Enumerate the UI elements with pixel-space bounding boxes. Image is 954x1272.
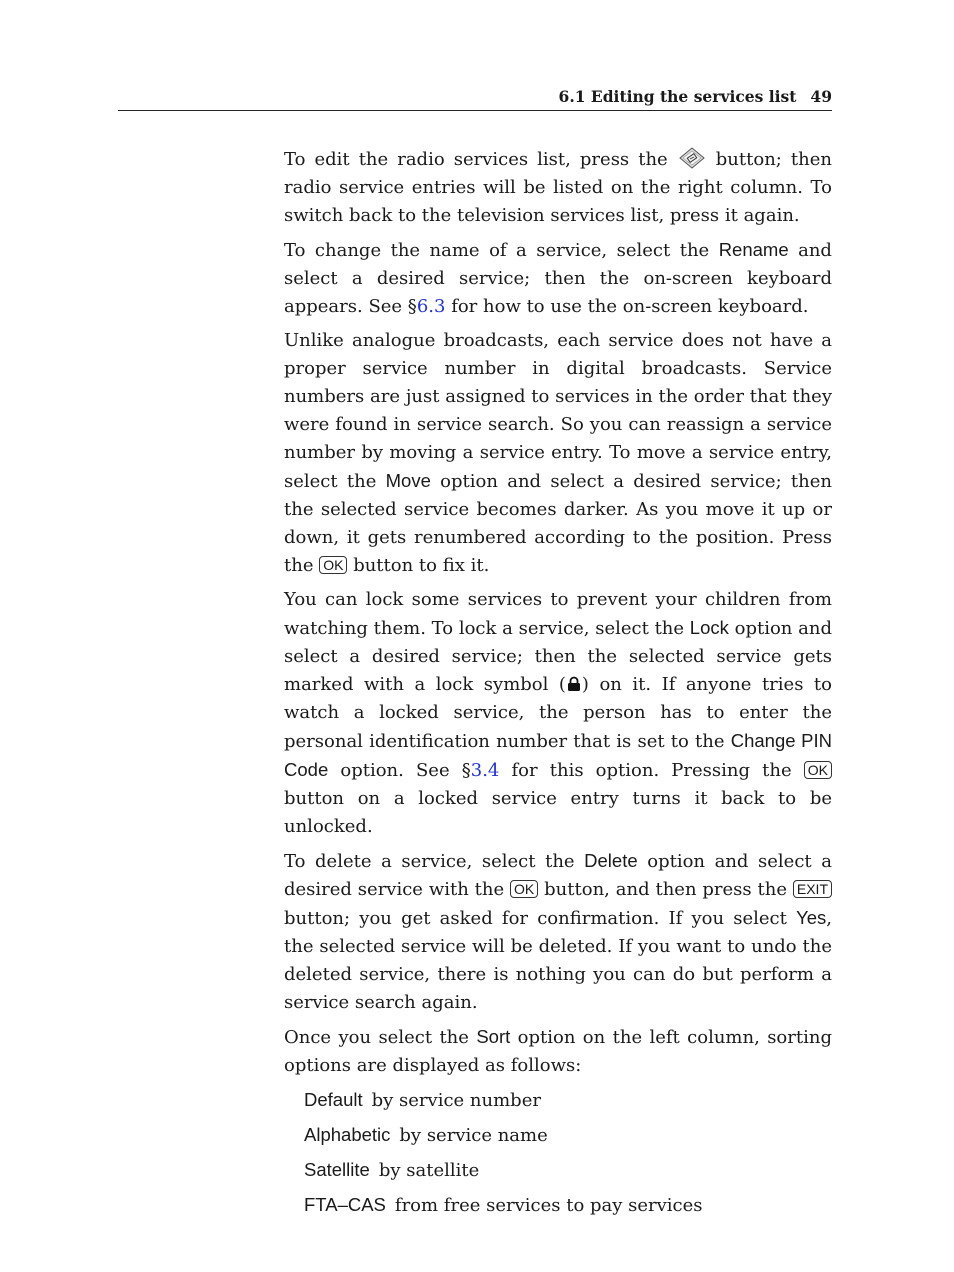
text: button, and then press the — [544, 879, 787, 900]
paragraph-rename — [284, 236, 832, 321]
text: option. See § — [340, 760, 471, 781]
section-title: 6.1 Editing the services list — [558, 87, 797, 106]
paragraph-move — [284, 327, 832, 580]
move-option: Move — [385, 470, 431, 491]
sort-description: from free services to pay services — [394, 1195, 703, 1216]
change-pin-option: Change PIN Code — [284, 730, 832, 780]
text: option on the left column, sorting options are displayed as follows: — [284, 1027, 832, 1076]
tv-radio-button-icon — [679, 147, 705, 169]
text: You can lock some services to prevent your children from watching them. To lock a service, select the — [284, 589, 832, 639]
delete-option: Delete — [584, 850, 638, 871]
list-item — [304, 1086, 832, 1121]
text: , the selected service will be deleted. If you want to undo the deleted service, there is nothing you can do but perform a service search again. — [284, 908, 832, 1013]
sort-description: by satellite — [378, 1160, 480, 1181]
list-item — [304, 1156, 832, 1191]
body-text — [284, 146, 832, 1226]
text: button to fix it. — [353, 555, 490, 576]
sort-option: Sort — [476, 1026, 511, 1047]
sort-description: by service number — [371, 1090, 541, 1111]
text: option and select a desired service with the — [284, 851, 832, 900]
text: To edit the radio services list, press the — [284, 149, 668, 170]
sort-term: FTA–CAS — [304, 1194, 386, 1215]
page-number: 49 — [810, 87, 832, 106]
lock-icon — [566, 676, 582, 692]
sort-options-list — [304, 1086, 832, 1226]
text: option and select a desired service; then the selected service gets marked with a lock symbol ( — [284, 618, 832, 695]
text: Unlike analogue broadcasts, each service does not have a proper service number in digital broadcasts. Service numbers are just assigned to services in the order that they were found in service search. So you can reassign a service number by moving a service entry. To move a service entry, select the — [284, 330, 832, 492]
paragraph-radio-list — [284, 146, 832, 230]
rename-option: Rename — [718, 239, 789, 260]
text: for how to use the on-screen keyboard. — [451, 296, 809, 317]
text: and select a desired service; then the on-screen keyboard appears. See § — [284, 240, 832, 317]
ok-key: OK — [804, 761, 832, 779]
paragraph-delete — [284, 847, 832, 1017]
text: option and select a desired service; then the selected service becomes darker. As you move it up or down, it gets renumbered according to the position. Press the — [284, 471, 832, 576]
ok-key: OK — [319, 556, 347, 574]
text: button; then radio service entries will be listed on the right column. To switch back to the television services list, press it again. — [284, 149, 832, 226]
section-link-6-3[interactable]: 6.3 — [416, 296, 446, 317]
section-link-3-4[interactable]: 3.4 — [470, 760, 500, 781]
sort-term: Alphabetic — [304, 1124, 391, 1145]
paragraph-lock — [284, 586, 832, 841]
text: Once you select the — [284, 1027, 469, 1048]
text: for this option. Pressing the — [511, 760, 792, 781]
sort-term: Default — [304, 1089, 363, 1110]
text: button; you get asked for confirmation. If you select — [284, 908, 787, 929]
sort-description: by service name — [399, 1125, 548, 1146]
paragraph-sort — [284, 1023, 832, 1080]
ok-key: OK — [510, 880, 538, 898]
yes-option: Yes — [796, 907, 827, 928]
running-head — [118, 86, 832, 111]
text: button on a locked service entry turns it back to be unlocked. — [284, 788, 832, 837]
lock-option: Lock — [689, 617, 729, 638]
text: To change the name of a service, select the — [284, 240, 710, 261]
exit-key: EXIT — [793, 880, 832, 898]
list-item — [304, 1121, 832, 1156]
text: ) on it. If anyone tries to watch a locked service, the person has to enter the personal identification number that is set to the — [284, 674, 832, 752]
text: To delete a service, select the — [284, 851, 575, 872]
list-item — [304, 1191, 832, 1226]
sort-term: Satellite — [304, 1159, 370, 1180]
